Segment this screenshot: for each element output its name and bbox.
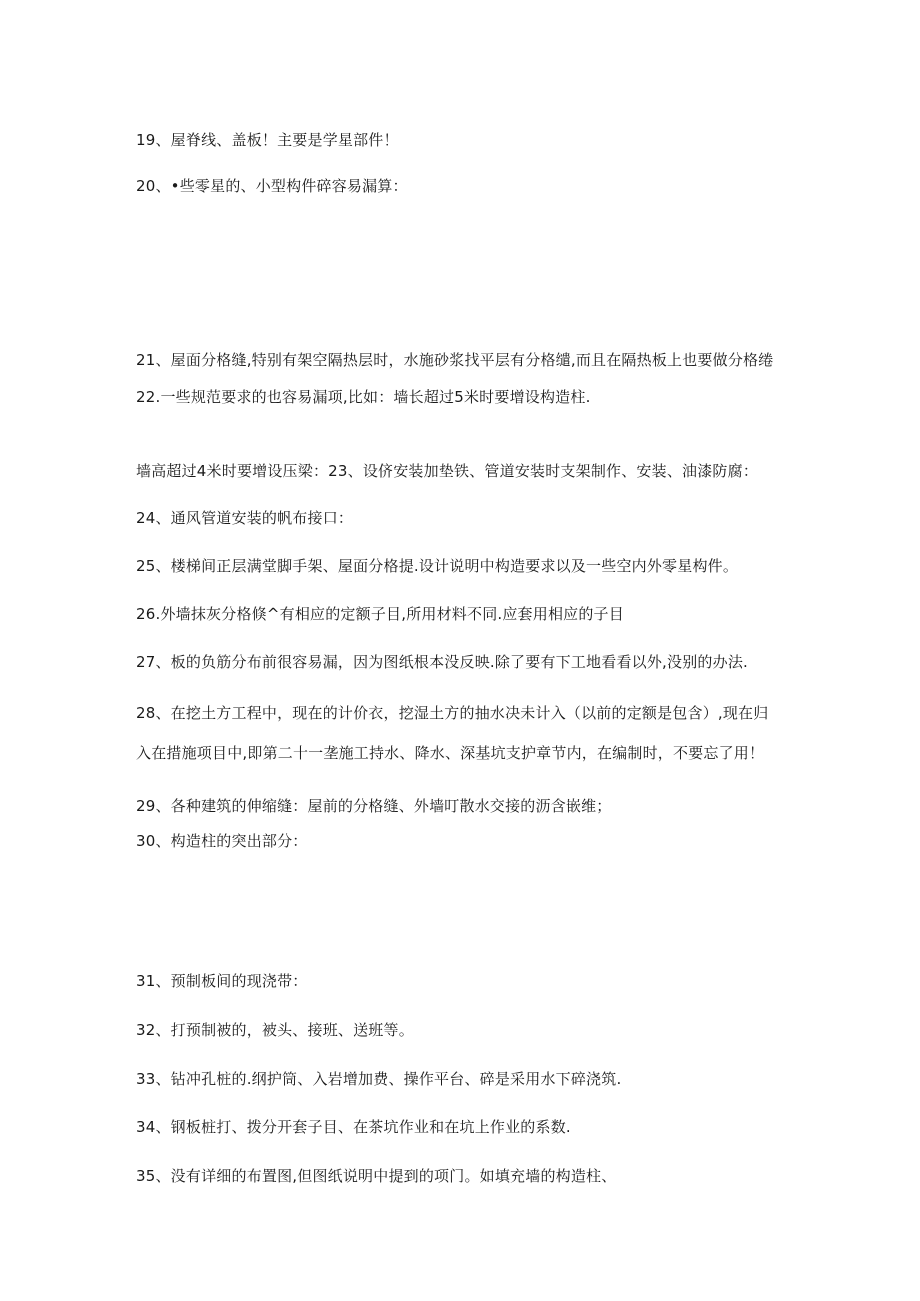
item-24: 24、通风管道安装的帆布接口：	[136, 509, 354, 527]
item-26: 26.外墙抹灰分格倏^有相应的定额子目,所用材料不同.应套用相应的子目	[136, 605, 624, 623]
item-22: 22.一些规范要求的也容易漏项,比如：墙长超过5米时要增设构造柱.	[136, 388, 591, 406]
item-34: 34、钢板桩打、拨分开套子目、在茶坑作业和在坑上作业的系数.	[136, 1118, 571, 1136]
item-31: 31、预制板间的现浇带：	[136, 972, 308, 990]
item-25: 25、楼梯间正层满堂脚手架、屋面分格提.设计说明中构造要求以及一些空内外零星构件。	[136, 557, 739, 575]
item-19: 19、屋脊线、盖板！主要是学星部件！	[136, 131, 399, 149]
item-27: 27、板的负筋分布前很容易漏，因为图纸根本没反映.除了要有下工地看看以外,没别的办法.	[136, 653, 748, 671]
item-30: 30、构造柱的突出部分：	[136, 832, 308, 850]
item-33: 33、钻冲孔桩的.纲护筒、入岩增加费、操作平台、碎是采用水下碎浇筑.	[136, 1070, 622, 1088]
item-20: 20、•些零星的、小型构件碎容易漏算：	[136, 177, 408, 195]
item-32: 32、打预制被的，被头、接班、送班等。	[136, 1021, 414, 1039]
item-29: 29、各种建筑的伸缩缝：屋前的分格缝、外墙叮散水交接的沥含嵌维；	[136, 797, 612, 815]
item-35: 35、没有详细的布置图,但图纸说明中提到的项门。如填充墙的构造柱、	[136, 1167, 617, 1185]
item-22-continued-23: 墙高超过4米时要增设压梁：23、设侪安装加垫铁、管道安装时支架制作、安装、油漆防腐：	[136, 462, 759, 480]
item-21: 21、屋面分格缝,特别有架空隔热层时，水施砂浆找平层有分格缱,而且在隔热板上也要做分格绻	[136, 351, 774, 369]
item-28-continued: 入在措施项目中,即第二十一垄施工持水、降水、深基坑支护章节内，在编制时，不要忘了用！	[136, 744, 765, 762]
item-28: 28、在挖土方工程中，现在的计价衣，挖湿土方的抽水决未计入（以前的定额是包含）,现在归	[136, 704, 769, 722]
